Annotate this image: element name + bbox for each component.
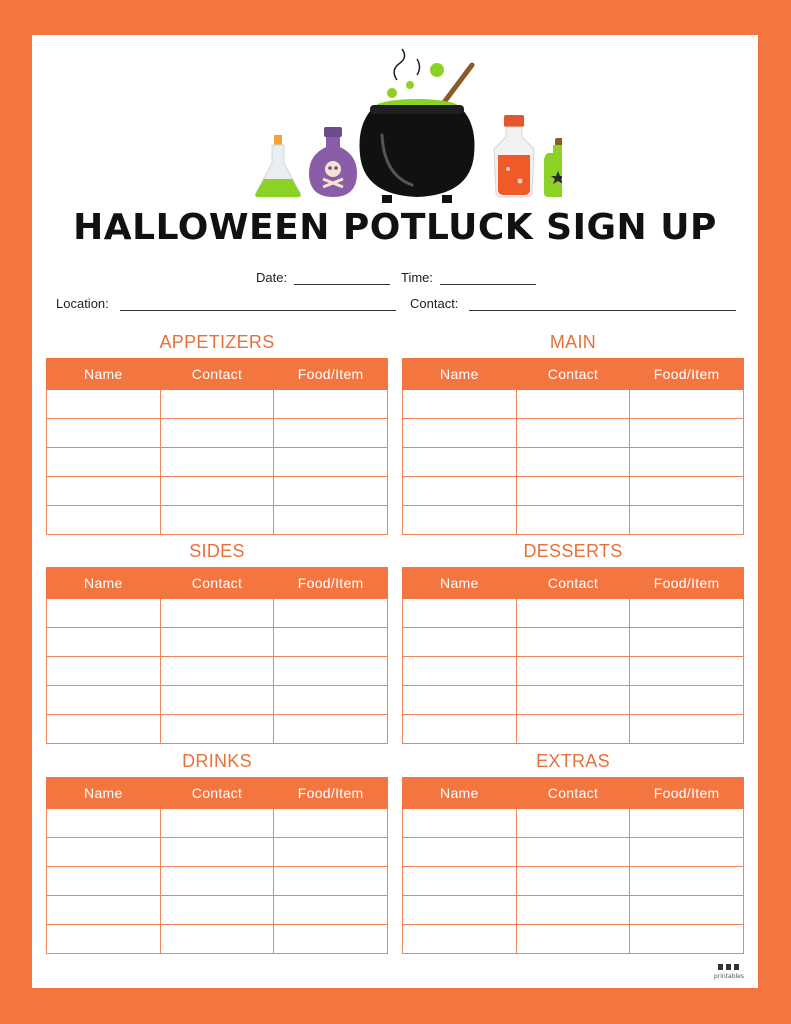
entry-cell-name[interactable] bbox=[403, 628, 517, 657]
entry-cell-name[interactable] bbox=[403, 715, 517, 744]
entry-cell-food-item[interactable] bbox=[630, 390, 744, 419]
entry-cell-food-item[interactable] bbox=[274, 925, 388, 954]
entry-cell-food-item[interactable] bbox=[630, 867, 744, 896]
entry-cell-food-item[interactable] bbox=[274, 390, 388, 419]
table-row bbox=[47, 506, 388, 535]
entry-cell-food-item[interactable] bbox=[630, 686, 744, 715]
entry-cell-food-item[interactable] bbox=[274, 867, 388, 896]
entry-cell-name[interactable] bbox=[47, 419, 161, 448]
entry-cell-contact[interactable] bbox=[160, 419, 274, 448]
entry-cell-name[interactable] bbox=[403, 896, 517, 925]
table-row bbox=[403, 477, 744, 506]
table-row bbox=[47, 925, 388, 954]
entry-cell-food-item[interactable] bbox=[630, 477, 744, 506]
entry-cell-name[interactable] bbox=[47, 925, 161, 954]
entry-cell-food-item[interactable] bbox=[630, 657, 744, 686]
entry-cell-contact[interactable] bbox=[160, 809, 274, 838]
entry-cell-contact[interactable] bbox=[516, 448, 630, 477]
entry-cell-food-item[interactable] bbox=[274, 477, 388, 506]
entry-cell-contact[interactable] bbox=[160, 838, 274, 867]
table-row bbox=[47, 838, 388, 867]
table-row bbox=[403, 419, 744, 448]
entry-cell-food-item[interactable] bbox=[630, 715, 744, 744]
column-header-contact: Contact bbox=[160, 568, 274, 599]
time-line[interactable] bbox=[440, 284, 536, 285]
table-header-row bbox=[403, 568, 744, 599]
column-header-name: Name bbox=[47, 778, 161, 809]
column-header-contact: Contact bbox=[160, 778, 274, 809]
entry-cell-contact[interactable] bbox=[516, 628, 630, 657]
column-header-food-item: Food/Item bbox=[274, 568, 388, 599]
table-row bbox=[47, 599, 388, 628]
entry-cell-name[interactable] bbox=[47, 477, 161, 506]
entry-cell-name[interactable] bbox=[403, 477, 517, 506]
table-row bbox=[47, 657, 388, 686]
section-title-desserts: DESSERTS bbox=[523, 541, 623, 561]
entry-cell-name[interactable] bbox=[47, 715, 161, 744]
table-header-row bbox=[47, 359, 388, 390]
table-row bbox=[403, 715, 744, 744]
entry-cell-food-item[interactable] bbox=[274, 809, 388, 838]
printables-logo-text: printables bbox=[713, 973, 744, 980]
entry-cell-contact[interactable] bbox=[516, 506, 630, 535]
entry-cell-name[interactable] bbox=[47, 809, 161, 838]
entry-cell-name[interactable] bbox=[47, 599, 161, 628]
entry-cell-contact[interactable] bbox=[516, 599, 630, 628]
entry-cell-contact[interactable] bbox=[160, 506, 274, 535]
page-title: HALLOWEEN POTLUCK SIGN UP bbox=[73, 207, 717, 248]
entry-cell-name[interactable] bbox=[47, 390, 161, 419]
entry-cell-contact[interactable] bbox=[160, 925, 274, 954]
location-label: Location: bbox=[56, 296, 109, 311]
column-header-food-item: Food/Item bbox=[274, 778, 388, 809]
entry-cell-contact[interactable] bbox=[160, 657, 274, 686]
entry-cell-contact[interactable] bbox=[516, 686, 630, 715]
contact-label: Contact: bbox=[410, 296, 459, 311]
column-header-food-item: Food/Item bbox=[274, 359, 388, 390]
table-row bbox=[47, 896, 388, 925]
printables-logo-icon bbox=[717, 963, 741, 971]
table-header-row bbox=[47, 568, 388, 599]
location-line[interactable] bbox=[120, 310, 396, 311]
table-row bbox=[403, 448, 744, 477]
table-row bbox=[47, 477, 388, 506]
section-title-extras: EXTRAS bbox=[536, 751, 610, 771]
table-row bbox=[47, 419, 388, 448]
table-row bbox=[47, 867, 388, 896]
table-row bbox=[403, 686, 744, 715]
section-title-main: MAIN bbox=[549, 332, 597, 352]
time-label: Time: bbox=[401, 270, 434, 285]
potion-illustration bbox=[222, 45, 562, 205]
column-header-name: Name bbox=[47, 359, 161, 390]
entry-cell-name[interactable] bbox=[403, 925, 517, 954]
entry-cell-food-item[interactable] bbox=[274, 419, 388, 448]
table-row bbox=[47, 448, 388, 477]
table-row bbox=[403, 657, 744, 686]
table-header-row bbox=[403, 778, 744, 809]
column-header-contact: Contact bbox=[516, 778, 630, 809]
table-header-row bbox=[47, 778, 388, 809]
entry-cell-contact[interactable] bbox=[516, 867, 630, 896]
entry-cell-contact[interactable] bbox=[516, 838, 630, 867]
entry-cell-name[interactable] bbox=[47, 686, 161, 715]
entry-cell-name[interactable] bbox=[403, 809, 517, 838]
green-flask-icon bbox=[255, 135, 300, 197]
column-header-food-item: Food/Item bbox=[630, 359, 744, 390]
signup-table-extras bbox=[402, 777, 744, 954]
printables-logo bbox=[714, 963, 744, 980]
column-header-name: Name bbox=[403, 359, 517, 390]
column-header-name: Name bbox=[47, 568, 161, 599]
table-row bbox=[47, 809, 388, 838]
entry-cell-name[interactable] bbox=[403, 390, 517, 419]
entry-cell-contact[interactable] bbox=[160, 448, 274, 477]
entry-cell-name[interactable] bbox=[403, 599, 517, 628]
table-row bbox=[403, 628, 744, 657]
entry-cell-food-item[interactable] bbox=[274, 686, 388, 715]
table-row bbox=[403, 809, 744, 838]
entry-cell-name[interactable] bbox=[403, 448, 517, 477]
entry-cell-contact[interactable] bbox=[160, 715, 274, 744]
signup-sheet bbox=[32, 35, 758, 988]
table-row bbox=[403, 925, 744, 954]
column-header-name: Name bbox=[403, 778, 517, 809]
table-row bbox=[403, 506, 744, 535]
entry-cell-contact[interactable] bbox=[160, 599, 274, 628]
column-header-food-item: Food/Item bbox=[630, 568, 744, 599]
entry-cell-contact[interactable] bbox=[160, 896, 274, 925]
entry-cell-contact[interactable] bbox=[160, 686, 274, 715]
entry-cell-name[interactable] bbox=[403, 506, 517, 535]
entry-cell-contact[interactable] bbox=[160, 867, 274, 896]
entry-cell-contact[interactable] bbox=[516, 715, 630, 744]
entry-cell-name[interactable] bbox=[403, 657, 517, 686]
entry-cell-food-item[interactable] bbox=[274, 448, 388, 477]
entry-cell-name[interactable] bbox=[47, 838, 161, 867]
entry-cell-name[interactable] bbox=[47, 448, 161, 477]
entry-cell-food-item[interactable] bbox=[274, 838, 388, 867]
entry-cell-food-item[interactable] bbox=[630, 809, 744, 838]
entry-cell-contact[interactable] bbox=[516, 477, 630, 506]
entry-cell-contact[interactable] bbox=[516, 657, 630, 686]
entry-cell-name[interactable] bbox=[47, 657, 161, 686]
entry-cell-food-item[interactable] bbox=[630, 599, 744, 628]
column-header-food-item: Food/Item bbox=[630, 778, 744, 809]
entry-cell-contact[interactable] bbox=[516, 925, 630, 954]
signup-table-drinks bbox=[46, 777, 388, 954]
entry-cell-contact[interactable] bbox=[160, 477, 274, 506]
date-label: Date: bbox=[256, 270, 288, 285]
table-row bbox=[403, 390, 744, 419]
column-header-name: Name bbox=[403, 568, 517, 599]
table-row bbox=[47, 390, 388, 419]
column-header-contact: Contact bbox=[516, 359, 630, 390]
entry-cell-contact[interactable] bbox=[516, 896, 630, 925]
entry-cell-food-item[interactable] bbox=[274, 657, 388, 686]
entry-cell-food-item[interactable] bbox=[630, 448, 744, 477]
entry-cell-food-item[interactable] bbox=[274, 628, 388, 657]
entry-cell-food-item[interactable] bbox=[274, 599, 388, 628]
cauldron-icon bbox=[360, 49, 475, 203]
purple-skull-potion-icon bbox=[309, 127, 357, 197]
column-header-contact: Contact bbox=[516, 568, 630, 599]
entry-cell-contact[interactable] bbox=[516, 809, 630, 838]
entry-cell-contact[interactable] bbox=[516, 419, 630, 448]
table-header-row bbox=[403, 359, 744, 390]
entry-cell-food-item[interactable] bbox=[630, 925, 744, 954]
entry-cell-food-item[interactable] bbox=[630, 506, 744, 535]
entry-cell-food-item[interactable] bbox=[630, 419, 744, 448]
entry-cell-food-item[interactable] bbox=[630, 896, 744, 925]
entry-cell-name[interactable] bbox=[403, 419, 517, 448]
section-title-drinks: DRINKS bbox=[182, 751, 252, 771]
entry-cell-food-item[interactable] bbox=[274, 896, 388, 925]
entry-cell-contact[interactable] bbox=[160, 390, 274, 419]
column-header-contact: Contact bbox=[160, 359, 274, 390]
entry-cell-food-item[interactable] bbox=[630, 628, 744, 657]
section-title-sides: SIDES bbox=[189, 541, 245, 561]
orange-potion-icon bbox=[494, 115, 534, 197]
table-row bbox=[47, 715, 388, 744]
table-row bbox=[403, 599, 744, 628]
entry-cell-contact[interactable] bbox=[516, 390, 630, 419]
entry-cell-food-item[interactable] bbox=[274, 506, 388, 535]
entry-cell-name[interactable] bbox=[403, 867, 517, 896]
table-row bbox=[47, 628, 388, 657]
contact-line[interactable] bbox=[469, 310, 736, 311]
entry-cell-name[interactable] bbox=[47, 896, 161, 925]
table-row bbox=[47, 686, 388, 715]
table-row bbox=[403, 896, 744, 925]
date-line[interactable] bbox=[294, 284, 390, 285]
signup-table-desserts bbox=[402, 567, 744, 744]
signup-table-main bbox=[402, 358, 744, 535]
section-title-appetizers: APPETIZERS bbox=[159, 332, 275, 352]
entry-cell-name[interactable] bbox=[47, 867, 161, 896]
table-row bbox=[403, 838, 744, 867]
entry-cell-name[interactable] bbox=[403, 686, 517, 715]
entry-cell-contact[interactable] bbox=[160, 628, 274, 657]
entry-cell-food-item[interactable] bbox=[630, 838, 744, 867]
signup-table-sides bbox=[46, 567, 388, 744]
green-star-potion-icon bbox=[544, 138, 562, 197]
entry-cell-food-item[interactable] bbox=[274, 715, 388, 744]
entry-cell-name[interactable] bbox=[403, 838, 517, 867]
entry-cell-name[interactable] bbox=[47, 506, 161, 535]
table-row bbox=[403, 867, 744, 896]
entry-cell-name[interactable] bbox=[47, 628, 161, 657]
signup-table-appetizers bbox=[46, 358, 388, 535]
